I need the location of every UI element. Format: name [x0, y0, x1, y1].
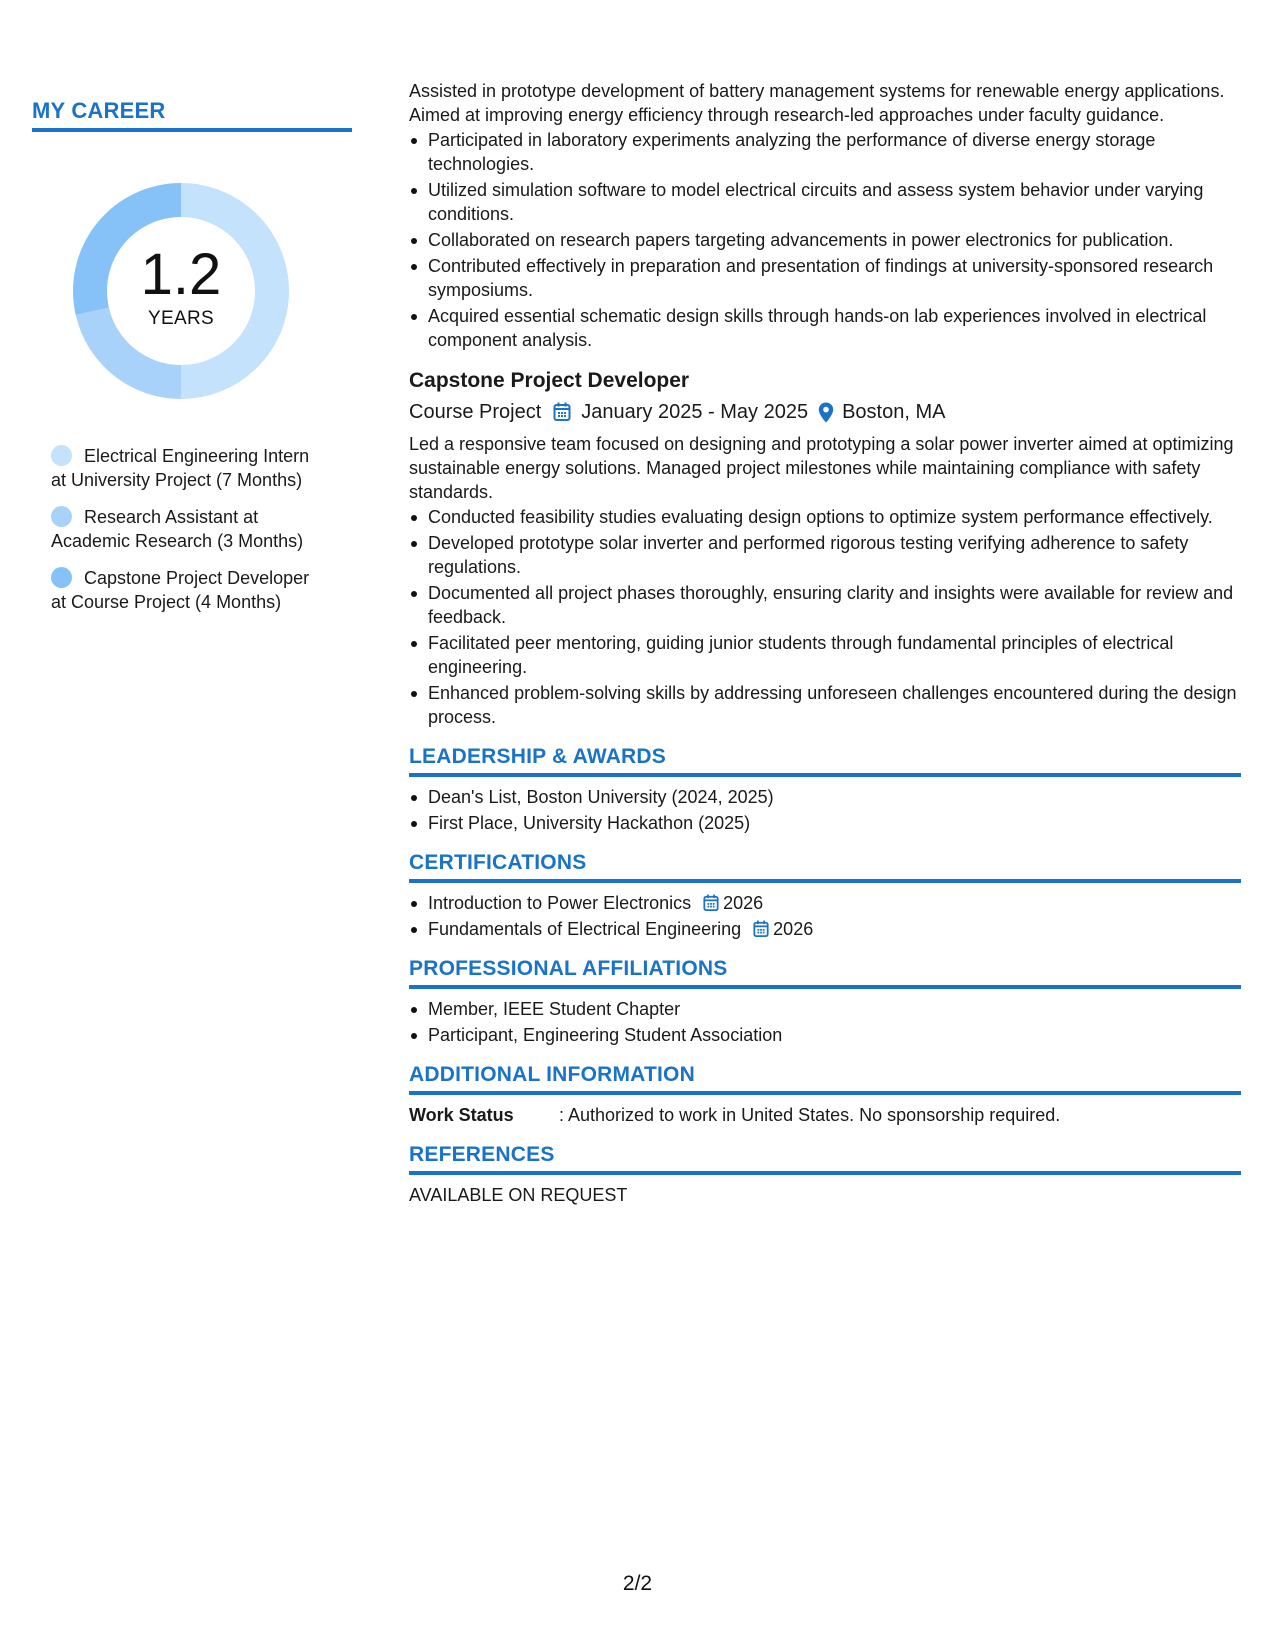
- career-legend: [32, 444, 352, 614]
- list-item: Facilitated peer mentoring, guiding junior students through fundamental principles of electrical engineering.: [409, 631, 1241, 679]
- list-item: First Place, University Hackathon (2025): [409, 811, 1241, 835]
- references-text: AVAILABLE ON REQUEST: [409, 1185, 628, 1205]
- job-dates: January 2025 - May 2025: [581, 401, 809, 423]
- list-item: Member, IEEE Student Chapter: [409, 997, 1241, 1021]
- list-item: Documented all project phases thoroughly, ensuring clarity and insights were available for review and feedback.: [409, 581, 1241, 629]
- donut-center: [66, 176, 296, 406]
- job-bullet-list: [409, 505, 1241, 729]
- intro-paragraph: Assisted in prototype development of battery management systems for renewable energy applications. Aimed at improving energy efficiency through research-led approaches under faculty guidance.: [409, 81, 1225, 125]
- affiliations-list: [409, 997, 1241, 1047]
- career-donut-chart: [66, 176, 296, 406]
- legend-dot: [51, 445, 72, 466]
- cert-name: Fundamentals of Electrical Engineering: [428, 919, 742, 939]
- legend-item: [51, 566, 341, 614]
- list-item: Developed prototype solar inverter and performed rigorous testing verifying adherence to safety regulations.: [409, 531, 1241, 579]
- career-years-unit: YEARS: [148, 308, 214, 329]
- list-item: Enhanced problem-solving skills by addressing unforeseen challenges encountered during the design process.: [409, 681, 1241, 729]
- career-heading: MY CAREER: [32, 98, 352, 132]
- job-title: Capstone Project Developer: [409, 369, 690, 392]
- legend-line2: at University Project (7 Months): [51, 470, 303, 490]
- career-sidebar: [32, 98, 352, 627]
- career-years-number: 1.2: [140, 242, 222, 307]
- cert-name: Introduction to Power Electronics: [428, 893, 692, 913]
- references-heading: REFERENCES: [409, 1143, 1241, 1175]
- legend-dot: [51, 567, 72, 588]
- work-status-row: [409, 1103, 1241, 1127]
- work-status-value: : Authorized to work in United States. No sponsorship required.: [559, 1105, 1061, 1125]
- legend-item: [51, 505, 341, 553]
- legend-item: [51, 444, 341, 492]
- calendar-icon: [553, 402, 571, 422]
- affiliations-heading: PROFESSIONAL AFFILIATIONS: [409, 957, 1241, 989]
- job-org: Course Project: [409, 401, 542, 423]
- list-item: Utilized simulation software to model electrical circuits and assess system behavior under varying conditions.: [409, 178, 1241, 226]
- calendar-icon: [703, 894, 719, 912]
- legend-line2: Academic Research (3 Months): [51, 531, 304, 551]
- list-item: Participant, Engineering Student Association: [409, 1023, 1241, 1047]
- certifications-list: [409, 891, 1241, 941]
- legend-line1: Research Assistant at: [84, 507, 259, 527]
- additional-info-heading: ADDITIONAL INFORMATION: [409, 1063, 1241, 1095]
- legend-line1: Capstone Project Developer: [84, 568, 310, 588]
- job-meta: [409, 398, 1241, 426]
- main-content: [409, 79, 1241, 1207]
- list-item: Conducted feasibility studies evaluating design options to optimize system performance effectively.: [409, 505, 1241, 529]
- location-pin-icon: [818, 402, 834, 423]
- page-number: 2/2: [622, 1572, 653, 1595]
- calendar-icon: [753, 920, 769, 938]
- list-item: [409, 917, 1241, 941]
- cert-year: 2026: [723, 893, 764, 913]
- leadership-heading: LEADERSHIP & AWARDS: [409, 745, 1241, 777]
- work-status-label: Work Status: [409, 1105, 514, 1125]
- job-location: Boston, MA: [842, 401, 946, 423]
- certifications-heading: CERTIFICATIONS: [409, 851, 1241, 883]
- legend-dot: [51, 506, 72, 527]
- list-item: Contributed effectively in preparation and presentation of findings at university-sponsored research symposiums.: [409, 254, 1241, 302]
- list-item: Dean's List, Boston University (2024, 2025): [409, 785, 1241, 809]
- list-item: Participated in laboratory experiments analyzing the performance of diverse energy storage technologies.: [409, 128, 1241, 176]
- intro-bullet-list: [409, 128, 1241, 352]
- leadership-list: [409, 785, 1241, 835]
- list-item: Collaborated on research papers targeting advancements in power electronics for publication.: [409, 228, 1241, 252]
- job-paragraph: Led a responsive team focused on designing and prototyping a solar power inverter aimed at optimizing sustainable energy solutions. Managed project milestones while maintaining compliance with safety standards.: [409, 434, 1234, 502]
- legend-line1: Electrical Engineering Intern: [84, 446, 310, 466]
- cert-year: 2026: [773, 919, 814, 939]
- legend-line2: at Course Project (4 Months): [51, 592, 282, 612]
- list-item: Acquired essential schematic design skills through hands-on lab experiences involved in electrical component analysis.: [409, 304, 1241, 352]
- list-item: [409, 891, 1241, 915]
